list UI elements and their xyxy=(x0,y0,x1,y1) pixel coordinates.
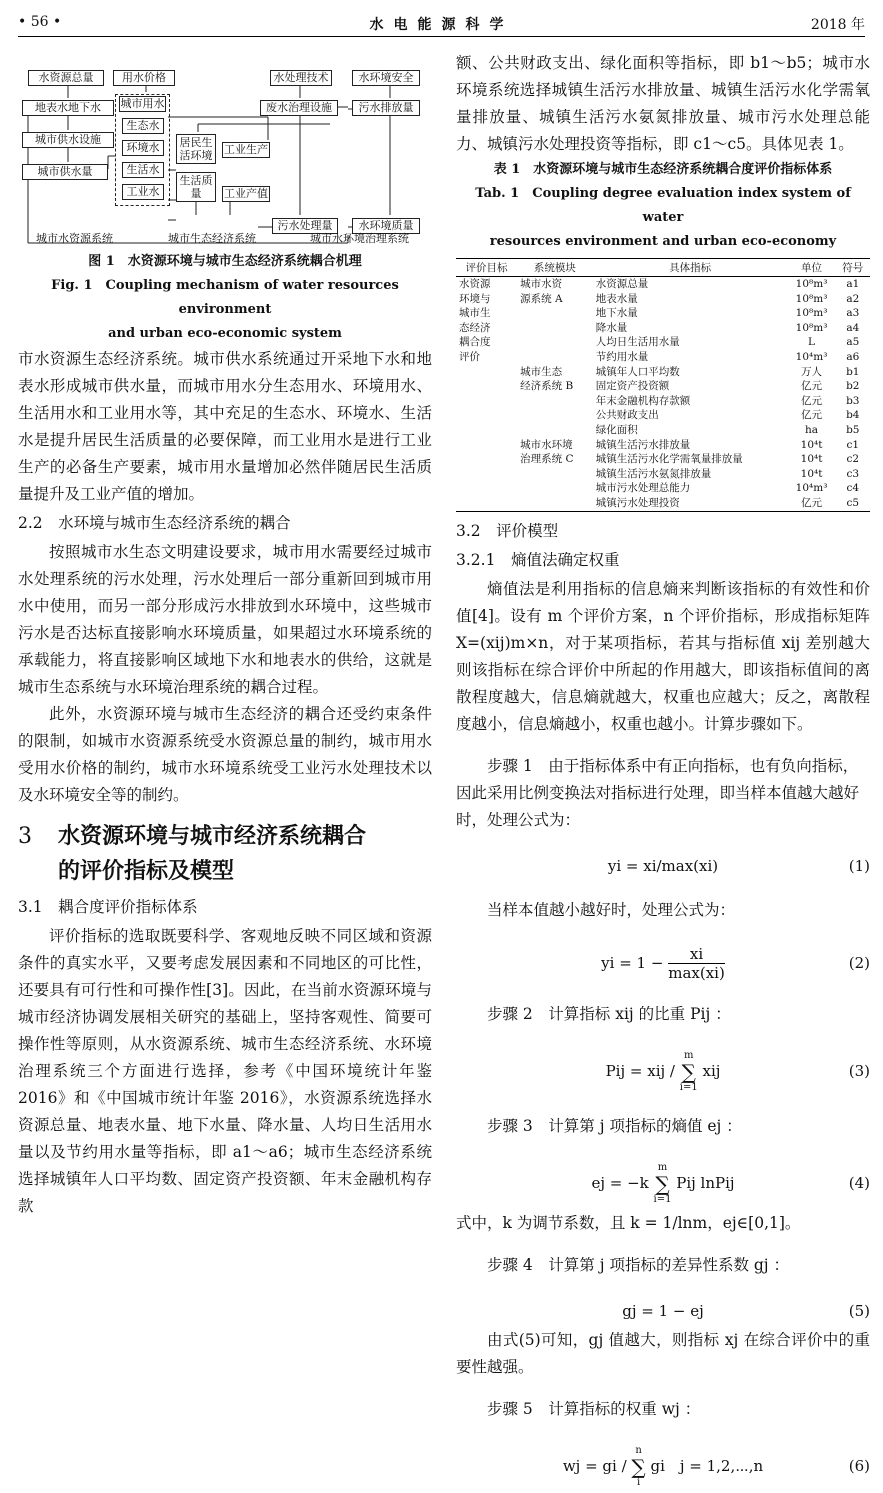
table-row xyxy=(456,438,870,453)
label-sys-c: 城市水环境治理系统 xyxy=(310,232,409,245)
sum-symbol: m ∑ i=1 xyxy=(653,1161,672,1205)
target-cell xyxy=(456,452,517,467)
equation-lhs: Pij = xij xyxy=(605,1061,666,1080)
paragraph: 额、公共财政支出、绿化面积等指标，即 b1～b5；城市水环境系统选择城镇生活污水排放量、城镇生活污水化学需氧量排放量、城镇生活污水氨氮排放量、城市污水处理总能力、城镇污水处理投资等指标，即 c1～c5。具体见表 1。 xyxy=(456,54,870,153)
equation-body: yi = xi/max(xi) xyxy=(607,856,719,875)
equation-number: (3) xyxy=(848,1061,870,1080)
page-header xyxy=(18,10,865,37)
paragraph: 评价指标的选取既要科学、客观地反映不同区域和资源条件的真实水平，又要考虑发展因素和不同地区的可比性，还要具有可行性和可操作性[3]。因此，在当前水资源环境与城市经济协调发展相关研究的基础上，坚持客观性、简要可操作性等原则，从水资源系统、城市生态经济系统、水环境治理系统三个方面进行选择，参考《中国环境统计年鉴 2016》和《中国城市统计年鉴 2016》，水资源系统选择水资源总量、地表水量、地下水量、降水量、人均日生活用水量以及节约用水量等指标，即 a1～a6；城市生态经济系统选择城镇年人口平均数、固定资产投资额、年末金融机构存款 xyxy=(18,927,432,1215)
target-cell xyxy=(456,481,517,496)
figure-caption-en-2: and urban eco-economic system xyxy=(108,326,342,341)
box-water-env-quality: 水环境质量 xyxy=(352,218,420,234)
equation-number: (5) xyxy=(848,1301,870,1320)
box-water-env-safety: 水环境安全 xyxy=(352,70,420,86)
equation-rhs: Pij lnPij xyxy=(676,1173,735,1192)
target-cell: 水资源 xyxy=(459,278,491,290)
module-cell: 城市生态 xyxy=(520,365,563,378)
module-cell: 治理系统 C xyxy=(520,453,574,466)
table-row xyxy=(456,452,870,467)
sum-upper: m xyxy=(683,1049,694,1061)
module-cell: 城市水资 xyxy=(520,278,563,290)
section-heading: 3.2 评价模型 xyxy=(456,521,559,540)
table-caption-cn: 表 1 水资源环境与城市生态经济系统耦合度评价指标体系 xyxy=(493,162,833,177)
indicator-cell: 公共财政支出 xyxy=(595,409,659,422)
section-heading: 3.1 耦合度评价指标体系 xyxy=(18,898,198,916)
unit-cell: 10⁸m³ xyxy=(795,278,828,290)
index-table xyxy=(456,258,870,512)
table-header-row xyxy=(456,259,870,277)
indicator-cell: 城镇生活污水排放量 xyxy=(595,438,691,451)
target-cell: 城市生 xyxy=(459,307,491,320)
box-surface-ground: 地表水地下水 xyxy=(22,100,114,116)
target-cell xyxy=(456,438,517,453)
unit-cell: 10⁸m³ xyxy=(795,292,828,305)
table-row xyxy=(456,379,870,394)
equation-number: (1) xyxy=(848,856,870,875)
code-cell: b2 xyxy=(846,380,860,393)
equation-2 xyxy=(456,940,870,986)
module-cell xyxy=(517,496,593,511)
left-column xyxy=(18,50,432,1220)
equation-1 xyxy=(456,850,870,882)
equation-lhs: wj = gi xyxy=(562,1456,617,1475)
module-cell: 城市水环境 xyxy=(520,438,573,451)
step-2: 步骤 2 计算指标 xij 的比重 Pij ： xyxy=(487,1005,731,1023)
code-cell: c3 xyxy=(846,467,860,480)
box-eco-water: 生态水 xyxy=(122,118,164,134)
step-3: 步骤 3 计算第 j 项指标的熵值 ej ： xyxy=(487,1117,742,1135)
module-cell xyxy=(517,350,593,365)
module-cell xyxy=(517,423,593,438)
module-cell xyxy=(517,467,593,482)
sum-symbol: n ∑ i xyxy=(631,1444,646,1488)
module-cell xyxy=(517,394,593,409)
box-sewage-amount: 污水处理量 xyxy=(272,218,338,234)
code-cell: c5 xyxy=(836,496,870,511)
unit-cell: 10⁴m³ xyxy=(795,350,828,363)
indicator-cell: 绿化面积 xyxy=(595,423,638,436)
table-row xyxy=(456,481,870,496)
table-row xyxy=(456,408,870,423)
equation-rhs: xij xyxy=(702,1061,721,1080)
sum-lower: i=1 xyxy=(653,1193,672,1205)
unit-cell: 亿元 xyxy=(801,409,823,422)
indicator-cell: 降水量 xyxy=(595,321,628,334)
table-caption-en-1: Tab. 1 Coupling degree evaluation index system of water xyxy=(475,186,851,225)
unit-cell: 10⁸m³ xyxy=(795,321,828,334)
figure-1 xyxy=(18,50,432,250)
table-row xyxy=(456,306,870,321)
box-ind-output: 工业产值 xyxy=(224,187,268,201)
code-cell: a5 xyxy=(846,336,860,349)
figure-caption-cn: 图 1 水资源环境与城市生态经济系统耦合机理 xyxy=(88,254,362,269)
unit-cell: 10⁴t xyxy=(800,453,823,466)
box-sewage-discharge: 污水排放量 xyxy=(352,100,420,116)
code-cell: c2 xyxy=(846,453,860,466)
year: 2018 年 xyxy=(810,17,865,33)
indicator-cell: 人均日生活用水量 xyxy=(595,336,680,349)
indicator-cell: 城镇年人口平均数 xyxy=(595,365,680,378)
indicator-cell: 年末金融机构存款额 xyxy=(595,394,691,407)
page-number: • 56 • xyxy=(18,14,62,30)
section-title-line1: 水资源环境与城市经济系统耦合 xyxy=(58,823,367,849)
table-header-cell: 符号 xyxy=(836,259,870,277)
table-row xyxy=(456,292,870,307)
module-cell: 源系统 A xyxy=(520,292,563,305)
right-column xyxy=(456,50,870,1493)
module-cell: 经济系统 B xyxy=(520,380,574,393)
figure-caption-en-1: Fig. 1 Coupling mechanism of water resources environment xyxy=(51,278,399,317)
target-cell xyxy=(456,379,517,394)
label-sys-b: 城市生态经济系统 xyxy=(168,232,256,245)
paragraph: 按照城市水生态文明建设要求，城市用水需要经过城市水处理系统的污水处理，污水处理后一部分重新回到城市用水中使用，而另一部分形成污水排放到水环境中，这些城市污水是否达标直接影响水环境质量，如果超过水环境系统的承载能力，将直接影响区域地下水和地表水的供给，这就是城市生态系统与水环境治理系统的耦合过程。 xyxy=(18,543,432,696)
equation-5 xyxy=(456,1295,870,1327)
table-row xyxy=(456,365,870,380)
sum-upper: m xyxy=(657,1161,668,1173)
unit-cell: 亿元 xyxy=(801,394,823,407)
indicator-cell: 地表水量 xyxy=(595,292,638,305)
box-treat-tech: 水处理技术 xyxy=(270,70,332,86)
table-row xyxy=(456,335,870,350)
target-cell xyxy=(456,496,517,511)
sum-lower: i xyxy=(636,1476,641,1488)
sum-upper: n xyxy=(635,1444,642,1456)
step-4: 步骤 4 计算第 j 项指标的差异性系数 gj ： xyxy=(487,1256,790,1274)
unit-cell: 亿元 xyxy=(788,496,836,511)
code-cell: a2 xyxy=(846,292,860,305)
box-ind-water: 工业水 xyxy=(122,184,164,200)
code-cell: b1 xyxy=(846,365,860,378)
box-supply-facility: 城市供水设施 xyxy=(22,132,114,148)
indicator-cell: 地下水量 xyxy=(595,307,638,320)
equation-6: wj = gi / n ∑ i gi j = 1,2,⋯,n (6) xyxy=(456,1439,870,1493)
indicator-cell: 城镇生活污水氨氮排放量 xyxy=(595,467,712,480)
box-urban-use: 城市用水 xyxy=(120,97,165,111)
table-body xyxy=(456,277,870,512)
box-life-quality: 生活质量 xyxy=(176,172,216,202)
unit-cell: 10⁴t xyxy=(800,467,823,480)
indicator-cell: 固定资产投资额 xyxy=(595,380,670,393)
module-cell xyxy=(517,481,593,496)
step-1b: 当样本值越小越好时，处理公式为： xyxy=(487,901,736,919)
step-1: 步骤 1 由于指标体系中有正向指标，也有负向指标，因此采用比例变换法对指标进行处理，即当样本值越大越好时，处理公式为： xyxy=(456,757,860,829)
unit-cell: ha xyxy=(805,423,819,436)
equation-lhs: ej = −k xyxy=(591,1173,649,1192)
paragraph: 熵值法是利用指标的信息熵来判断该指标的有效性和价值[4]。设有 m 个评价方案，n 个评价指标，形成指标矩阵 X=(xij)m×n，对于某项指标，若其与指标值 xij 差别越大则该指标在综合评价中所起的作用越大，即该指标值间的离散程度越大，信息熵就越大，权重也应越大；反之，离散程度越小，信息熵越小，权重也越小。计算步骤如下。 xyxy=(456,579,870,733)
equation-note: 由式(5)可知，gj 值越大，则指标 xj 在综合评价中的重要性越强。 xyxy=(456,1330,870,1376)
code-cell: a6 xyxy=(846,350,860,363)
target-cell xyxy=(456,408,517,423)
target-cell xyxy=(456,365,517,380)
section-heading-3 xyxy=(18,819,432,888)
numerator: xi xyxy=(668,945,725,964)
indicator-cell: 水资源总量 xyxy=(595,278,649,290)
box-ind-production: 工业生产 xyxy=(224,143,268,157)
journal-title: 水电能源科学 xyxy=(369,17,514,33)
indicator-cell: 城镇生活污水化学需氧量排放量 xyxy=(595,453,743,466)
unit-cell: 10⁸m³ xyxy=(795,307,828,320)
paragraph: 市水资源生态经济系统。城市供水系统通过开采地下水和地表水形成城市供水量，而城市用水分生态用水、环境用水、生活用水和工业用水等，其中充足的生态水、环境水、生活水是提升居民生活质量的必要保障，而工业用水是进行工业生产的必备生产要素，城市用水量增加必然伴随居民生活质量提升及工业产值的增加。 xyxy=(18,350,432,503)
denominator: max(xi) xyxy=(668,964,725,982)
target-cell: 耦合度 xyxy=(459,336,491,349)
section-number: 3 xyxy=(18,824,32,849)
module-cell xyxy=(517,335,593,350)
table-header-cell: 单位 xyxy=(788,259,836,277)
table-row xyxy=(456,496,870,511)
table-header-cell: 系统模块 xyxy=(517,259,593,277)
table-caption-en-2: resources environment and urban eco-economy xyxy=(489,234,837,249)
equation-4 xyxy=(456,1156,870,1210)
step-5: 步骤 5 计算指标的权重 wj ： xyxy=(487,1400,701,1418)
code-cell: b3 xyxy=(846,394,860,407)
table-row xyxy=(456,394,870,409)
module-cell xyxy=(517,321,593,336)
target-cell: 环境与 xyxy=(459,292,491,305)
code-cell: a1 xyxy=(846,278,860,290)
table-header-cell: 具体指标 xyxy=(593,259,788,277)
box-residents-env: 居民生活环境 xyxy=(176,134,216,164)
code-cell: c1 xyxy=(846,438,860,451)
box-water-total: 水资源总量 xyxy=(28,70,104,86)
box-life-water: 生活水 xyxy=(122,162,164,178)
section-heading: 3.2.1 熵值法确定权重 xyxy=(456,550,620,569)
table-row xyxy=(456,423,870,438)
target-cell xyxy=(456,467,517,482)
table-row xyxy=(456,277,870,292)
indicator-cell: 节约用水量 xyxy=(595,350,649,363)
unit-cell: 10⁴t xyxy=(800,438,823,451)
indicator-cell: 城镇污水处理投资 xyxy=(593,496,788,511)
table-row xyxy=(456,350,870,365)
sum-symbol: m ∑ i=1 xyxy=(679,1049,698,1093)
unit-cell: 10⁴m³ xyxy=(795,482,828,495)
module-cell xyxy=(517,408,593,423)
unit-cell: L xyxy=(808,336,816,349)
equation-number: (2) xyxy=(848,953,870,972)
table-row xyxy=(456,467,870,482)
equation-number: (6) xyxy=(848,1456,870,1475)
equation-number: (4) xyxy=(848,1173,870,1192)
unit-cell: 亿元 xyxy=(801,380,823,393)
box-supply-amount: 城市供水量 xyxy=(22,164,108,180)
paragraph: 此外，水资源环境与城市生态经济的耦合还受约束条件的限制，如城市水资源系统受水资源总量的制约，城市用水受用水价格的制约，城市水环境系统受工业污水处理技术以及水环境安全等的制约。 xyxy=(18,705,432,804)
table-row xyxy=(456,321,870,336)
label-sys-a: 城市水资源系统 xyxy=(36,232,113,245)
equation-3: Pij = xij / m ∑ i=1 xij (3) xyxy=(456,1044,870,1098)
equation-lhs: yi = 1 − xyxy=(601,953,664,972)
equation-note: 式中，k 为调节系数，且 k = 1/lnm，ej∈[0,1]。 xyxy=(456,1213,801,1232)
box-env-water: 环境水 xyxy=(122,140,164,156)
section-heading: 2.2 水环境与城市生态经济系统的耦合 xyxy=(18,514,291,532)
target-cell xyxy=(456,423,517,438)
target-cell xyxy=(456,394,517,409)
module-cell xyxy=(517,306,593,321)
equation-body: gj = 1 − ej xyxy=(622,1301,704,1320)
box-water-price: 用水价格 xyxy=(113,70,175,86)
code-cell: a4 xyxy=(846,321,860,334)
code-cell: b4 xyxy=(846,409,860,422)
fraction xyxy=(668,945,725,982)
code-cell: c4 xyxy=(846,482,860,495)
indicator-cell: 城市污水处理总能力 xyxy=(595,482,691,495)
unit-cell: 万人 xyxy=(801,365,823,378)
equation-rhs: gi j = 1,2,⋯,n xyxy=(650,1456,764,1475)
code-cell: b5 xyxy=(846,423,860,436)
table-header-cell: 评价目标 xyxy=(456,259,517,277)
section-title-line2: 的评价指标及模型 xyxy=(58,858,235,884)
code-cell: a3 xyxy=(846,307,860,320)
box-waste-facility: 废水治理设施 xyxy=(260,100,338,116)
sum-lower: i=1 xyxy=(679,1081,698,1093)
target-cell: 评价 xyxy=(459,350,480,363)
target-cell: 态经济 xyxy=(459,321,491,334)
